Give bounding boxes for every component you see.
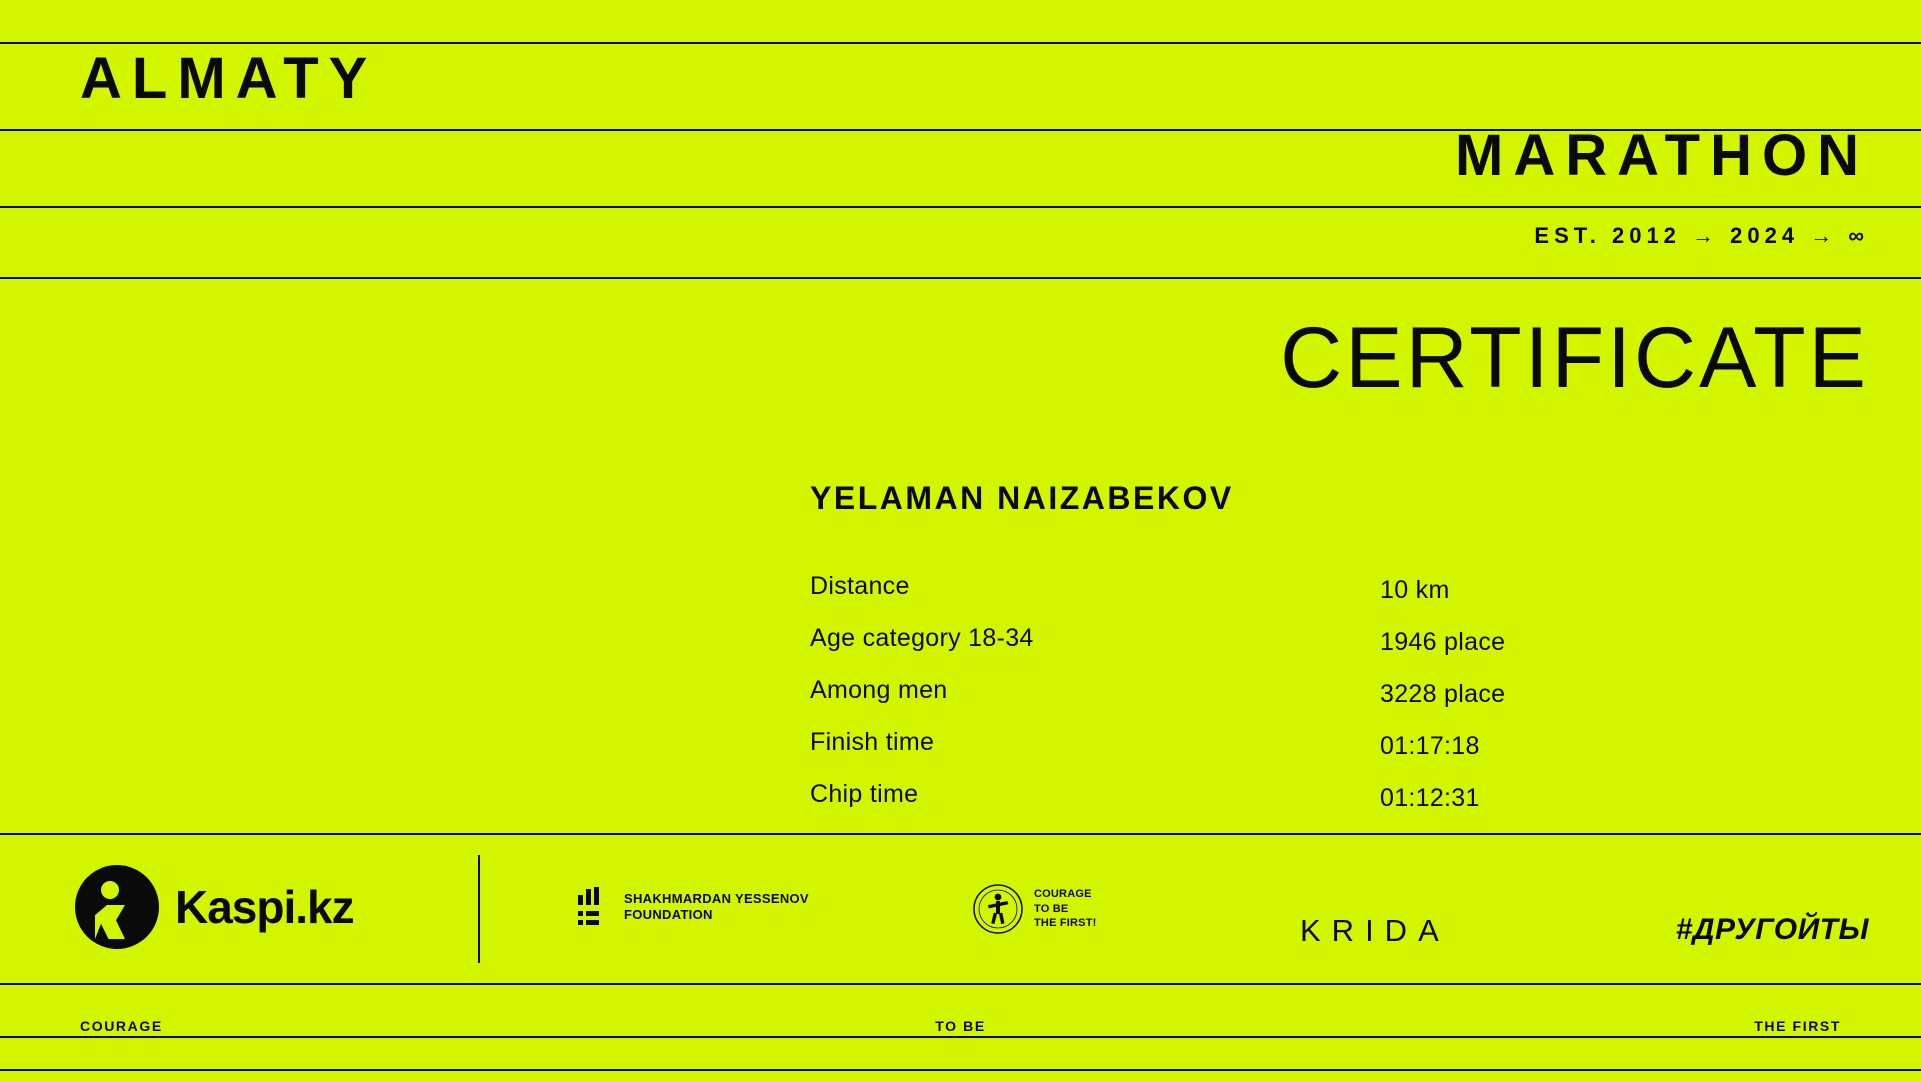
courage-label-line3: THE FIRST!: [1034, 917, 1097, 930]
result-label: Chip time: [810, 780, 919, 808]
courage-fund-label: [1034, 887, 1097, 932]
footer-center: TO BE: [935, 1018, 986, 1034]
yessenov-label-line2: FOUNDATION: [624, 907, 713, 922]
result-label: Among men: [810, 676, 948, 704]
sponsor-yessenov: [578, 887, 809, 927]
table-row: [810, 728, 1670, 780]
brand-almaty: ALMATY: [80, 46, 378, 111]
brand-marathon: MARATHON: [1455, 123, 1869, 188]
result-value: 01:17:18: [1380, 732, 1480, 760]
corporate-fund-seal-icon: [972, 883, 1024, 935]
divider-rule-3: [0, 206, 1921, 208]
page-title: CERTIFICATE: [1280, 310, 1869, 406]
result-label: Distance: [810, 572, 910, 600]
table-row: [810, 572, 1670, 624]
kaspi-label: Kaspi.kz: [175, 881, 354, 933]
sponsor-hashtag-label: #ДРУГОЙТЫ: [1675, 913, 1869, 946]
result-value: 3228 place: [1380, 680, 1506, 708]
sponsor-kaspi: [75, 865, 354, 949]
sponsor-krida-label: KRIDA: [1300, 913, 1450, 948]
result-value: 10 km: [1380, 576, 1450, 604]
yessenov-label: [624, 891, 809, 924]
footer-slogan: [0, 1018, 1921, 1036]
divider-rule-8: [0, 1069, 1921, 1071]
footer-right: THE FIRST: [1754, 1018, 1841, 1034]
divider-rule-4: [0, 277, 1921, 279]
footer-left: COURAGE: [80, 1018, 163, 1034]
sponsor-courage-fund: [972, 883, 1097, 935]
results-table: [810, 572, 1670, 832]
table-row: [810, 780, 1670, 832]
athlete-name: YELAMAN NAIZABEKOV: [810, 480, 1234, 516]
kaspi-logo-icon: [75, 865, 159, 949]
sponsor-bar: [0, 835, 1921, 983]
divider-rule-7: [0, 1036, 1921, 1038]
result-label: Finish time: [810, 728, 935, 756]
courage-label-line2: TO BE: [1034, 902, 1069, 915]
courage-label-line1: COURAGE: [1034, 887, 1092, 900]
yessenov-logo-icon: [578, 887, 612, 927]
table-row: [810, 624, 1670, 676]
result-label: Age category 18-34: [810, 624, 1034, 652]
divider-rule-1: [0, 42, 1921, 44]
yessenov-label-line1: SHAKHMARDAN YESSENOV: [624, 890, 809, 906]
result-value: 01:12:31: [1380, 784, 1480, 812]
established-line: EST. 2012 → 2024 → ∞: [1534, 223, 1869, 248]
sponsor-divider: [478, 855, 480, 963]
divider-rule-6: [0, 983, 1921, 985]
table-row: [810, 676, 1670, 728]
result-value: 1946 place: [1380, 628, 1506, 656]
